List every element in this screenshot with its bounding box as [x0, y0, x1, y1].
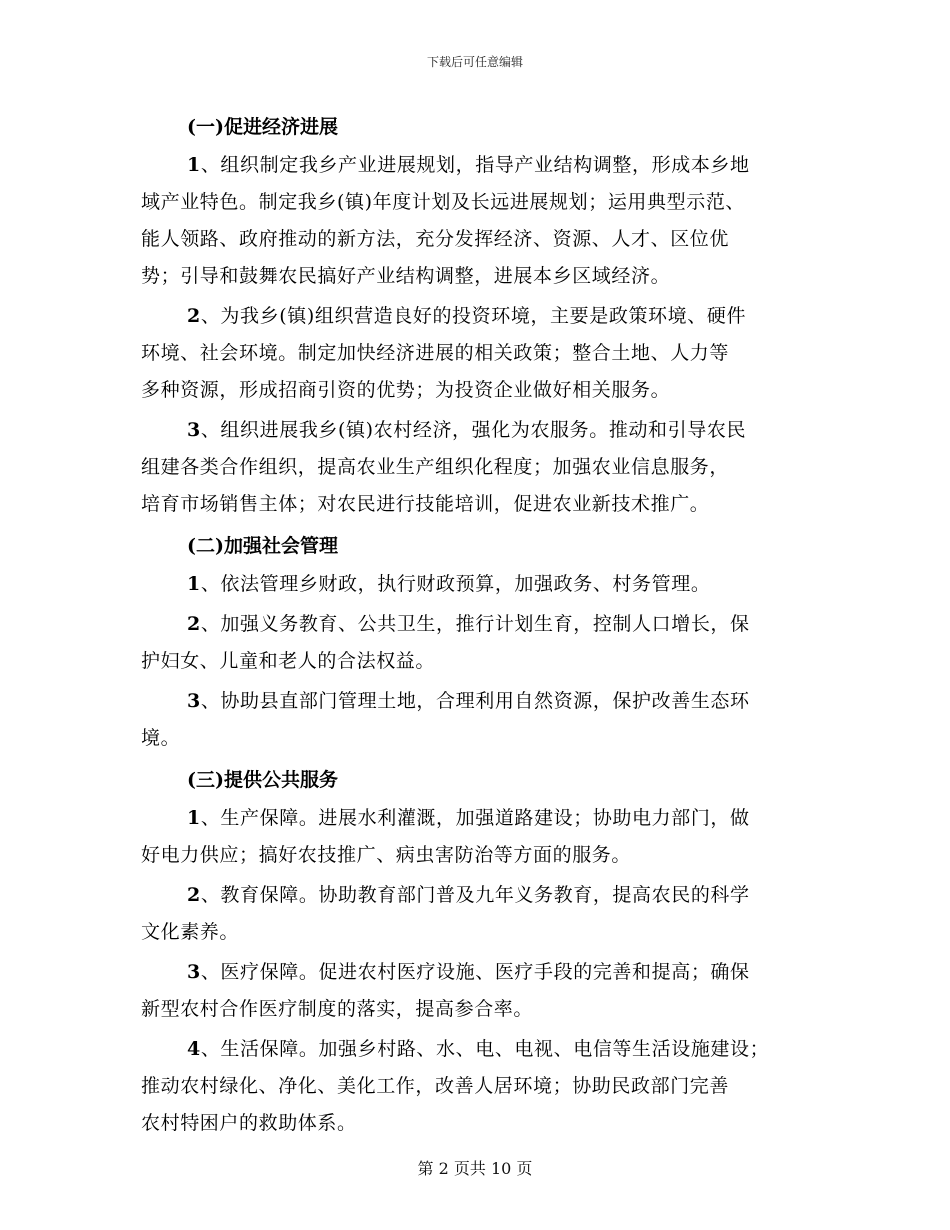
paragraph: [141, 412, 821, 523]
paragraph-line: 新型农村合作医疗制度的落实，提高参合率。: [141, 998, 534, 1020]
item-number: 2: [187, 884, 201, 906]
page-header: 下载后可任意编辑: [426, 55, 523, 69]
item-number: 4: [187, 1038, 201, 1060]
section-heading: (二)加强社会管理: [187, 535, 338, 557]
section: [141, 526, 821, 757]
section: [141, 760, 821, 1142]
page-footer: 第 2 页共 10 页: [417, 1159, 533, 1178]
paragraph-line: 、生活保障。加强乡村路、水、电、电视、电信等生活设施建设；: [200, 1038, 770, 1060]
paragraph-line: 势；引导和鼓舞农民搞好产业结构调整，进展本乡区域经济。: [141, 265, 671, 287]
item-number: 3: [187, 419, 201, 441]
item-number: 2: [187, 305, 201, 327]
section-heading: (三)提供公共服务: [187, 769, 338, 791]
paragraph-line: 、依法管理乡财政，执行财政预算，加强政务、村务管理。: [200, 573, 711, 595]
paragraph: [141, 566, 821, 603]
paragraph-line: 护妇女、儿童和老人的合法权益。: [141, 650, 436, 672]
item-number: 3: [187, 961, 201, 983]
paragraph: [141, 606, 821, 680]
paragraph-line: 、组织制定我乡产业进展规划，指导产业结构调整，形成本乡地: [200, 154, 750, 176]
paragraph-line: 域产业特色。制定我乡(镇)年度计划及长远进展规划；运用典型示范、: [141, 191, 746, 213]
item-number: 3: [187, 690, 201, 712]
paragraph-line: 、为我乡(镇)组织营造良好的投资环境，主要是政策环境、硬件: [200, 305, 747, 327]
paragraph-line: 文化素养。: [141, 921, 240, 943]
item-number: 1: [187, 154, 201, 176]
paragraph-line: 环境、社会环境。制定加快经济进展的相关政策；整合土地、人力等: [141, 342, 730, 364]
paragraph-line: 、教育保障。协助教育部门普及九年义务教育，提高农民的科学: [200, 884, 750, 906]
paragraph-line: 、加强义务教育、公共卫生，推行计划生育，控制人口增长，保: [200, 613, 750, 635]
item-number: 1: [187, 573, 201, 595]
paragraph: [141, 954, 821, 1028]
paragraph-line: 、医疗保障。促进农村医疗设施、医疗手段的完善和提高；确保: [200, 961, 750, 983]
paragraph: [141, 683, 821, 757]
paragraph-line: 、生产保障。进展水利灌溉，加强道路建设；协助电力部门，做: [200, 807, 750, 829]
paragraph-line: 、组织进展我乡(镇)农村经济，强化为农服务。推动和引导农民: [200, 419, 747, 441]
paragraph: [141, 1031, 821, 1142]
document-body: [141, 107, 821, 1145]
paragraph: [141, 800, 821, 874]
paragraph-line: 境。: [141, 727, 181, 749]
paragraph-line: 组建各类合作组织，提高农业生产组织化程度；加强农业信息服务，: [141, 456, 730, 478]
paragraph-line: 培育市场销售主体；对农民进行技能培训，促进农业新技术推广。: [141, 493, 710, 515]
section: [141, 107, 821, 523]
paragraph: [141, 298, 821, 409]
paragraph-line: 农村特困户的救助体系。: [141, 1112, 357, 1134]
paragraph-line: 推动农村绿化、净化、美化工作，改善人居环境；协助民政部门完善: [141, 1075, 730, 1097]
paragraph-line: 多种资源，形成招商引资的优势；为投资企业做好相关服务。: [141, 379, 671, 401]
paragraph: [141, 877, 821, 951]
paragraph-line: 好电力供应；搞好农技推广、病虫害防治等方面的服务。: [141, 844, 632, 866]
paragraph-line: 、协助县直部门管理土地，合理利用自然资源，保护改善生态环: [200, 690, 750, 712]
item-number: 1: [187, 807, 201, 829]
section-heading: (一)促进经济进展: [187, 116, 338, 138]
paragraph: [141, 147, 821, 295]
item-number: 2: [187, 613, 201, 635]
paragraph-line: 能人领路、政府推动的新方法，充分发挥经济、资源、人才、区位优: [141, 228, 730, 250]
